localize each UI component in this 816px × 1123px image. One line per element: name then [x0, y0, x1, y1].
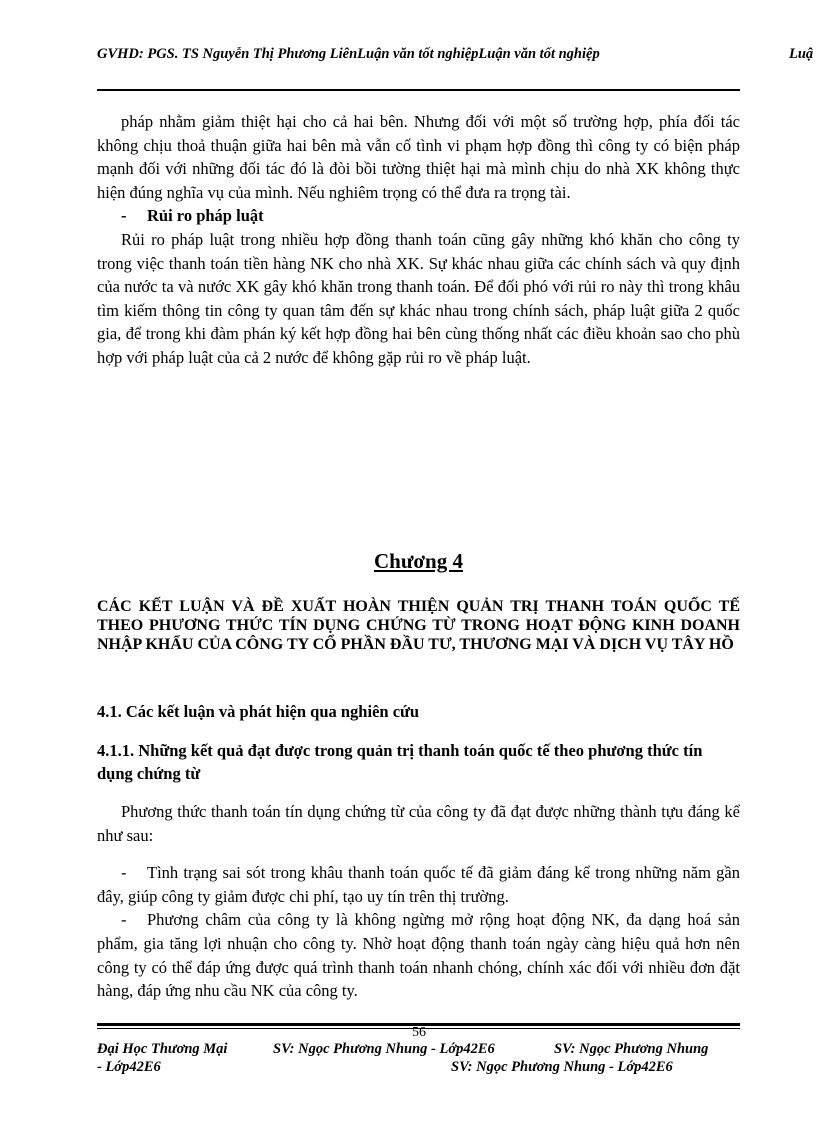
section-achievements — [97, 800, 740, 1003]
paragraph-settlement: pháp nhằm giảm thiệt hại cho cả hai bên. Nhưng đối với một số trường hợp, phía đối tác không chịu thoả thuận giữa hai bên mà vẫn cố tình vi phạm hợp đồng thì công ty có biện pháp mạnh đối với những đối tác đó là đòi bồi tường thiệt hại mà mình chịu do nhà XK không thực hiện đúng nghĩa vụ của mình. Nếu nghiêm trọng có thể đưa ra trọng tài. — [97, 112, 740, 202]
paragraph-intro: Phương thức thanh toán tín dụng chứng từ của công ty đã đạt được những thành tựu đáng kể như sau: — [97, 802, 740, 845]
footer-student-2: SV: Ngọc Phương Nhung — [554, 1041, 709, 1057]
footer-school: Đại Học Thương Mại — [97, 1041, 228, 1057]
bullet-heading-legal-risk — [97, 204, 740, 228]
bullet-item-1-text: Tình trạng sai sót trong khâu thanh toán quốc tế đã giảm đáng kể trong những năm gần đây, giúp công ty giảm được chi phí, tạo uy tín trên thị trường. — [97, 863, 740, 906]
bullet-heading-text: Rủi ro pháp luật — [147, 206, 264, 226]
bullet-item-1 — [97, 861, 740, 908]
subsection-heading-4-1-1: 4.1.1. Những kết quả đạt được trong quản trị thanh toán quốc tế theo phương thức tín dụng chứng từ — [97, 741, 703, 783]
page-number: 56 — [412, 1025, 426, 1040]
chapter-title: CÁC KẾT LUẬN VÀ ĐỀ XUẤT HOÀN THIỆN QUẢN TRỊ THANH TOÁN QUỐC TẾ THEO PHƯƠNG THỨC TÍN DỤNG CHỨNG TỪ TRONG HOẠT ĐỘNG KINH DOANH NHẬP KHẨU CỦA CÔNG TY CỔ PHẦN ĐẦU TƯ, THƯƠNG MẠI VÀ DỊCH VỤ TÂY HỒ — [97, 598, 740, 653]
section-risk — [97, 110, 740, 370]
section-heading-4-1: 4.1. Các kết luận và phát hiện qua nghiên cứu — [97, 702, 420, 721]
chapter-label: Chương 4 — [373, 549, 463, 573]
bullet-item-2 — [97, 908, 740, 1002]
footer-class: - Lớp42E6 — [97, 1059, 161, 1075]
bullet-dash: - — [121, 206, 127, 226]
header-rule — [97, 89, 740, 91]
footer-student-1: SV: Ngọc Phương Nhung - Lớp42E6 — [273, 1041, 495, 1057]
footer-student-3: SV: Ngọc Phương Nhung - Lớp42E6 — [451, 1059, 673, 1075]
bullet-dash: - — [121, 863, 127, 883]
page-header — [97, 46, 816, 70]
header-right-text: Luậ — [789, 46, 814, 62]
bullet-dash: - — [121, 910, 127, 930]
paragraph-legal-risk: Rủi ro pháp luật trong nhiều hợp đồng thanh toán cũng gây những khó khăn cho công ty trong việc thanh toán tiền hàng NK cho nhà XK. Sự khác nhau giữa các chính sách và quy định của nước ta và nước XK gây khó khăn trong thanh toán. Để đối phó với rủi ro này thì trong khâu tìm kiếm thông tin công ty quan tâm đến sự khác nhau trong chính sách, pháp luật giữa 2 quốc gia, để trong khi đàm phán ký kết hợp đồng hai bên cùng thống nhất các điều khoản sao cho phù hợp với pháp luật của cả 2 nước để không gặp rủi ro về pháp luật. — [97, 229, 740, 367]
bullet-item-2-text: Phương châm của công ty là không ngừng mở rộng hoạt động NK, đa dạng hoá sản phẩm, gia tăng lợi nhuận cho công ty. Nhờ hoạt động thanh toán ngày càng hiệu quả hơn nên công ty có thể đáp ứng được quá trình thanh toán nhanh chóng, chính xác đối với nhiều đơn đặt hàng, đáp ứng nhu cầu NK của công ty. — [97, 910, 740, 1001]
header-left-text: GVHD: PGS. TS Nguyễn Thị Phương LiênLuận văn tốt nghiệpLuận văn tốt nghiệp — [97, 46, 600, 62]
